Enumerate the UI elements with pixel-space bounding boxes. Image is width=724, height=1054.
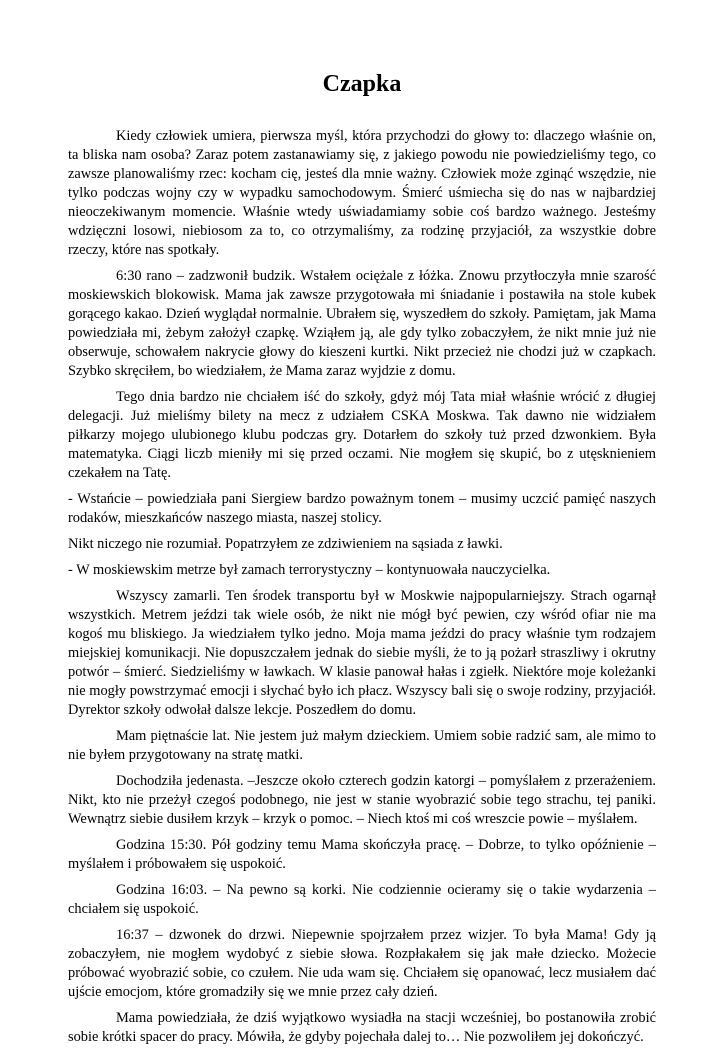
paragraph-2: 6:30 rano – zadzwonił budzik. Wstałem ociężale z łóżka. Znowu przytłoczyła mnie szarość moskiewskich blokowisk. Mama jak zawsze przygotowała mi śniadanie i postawiła na stole kubek gorącego kakao. Dzień wyglądał normalnie. Ubrałem się, wyszedłem do szkoły. Pamiętam, jak Mama powiedziała mi, żebym założył czapkę. Wziąłem ją, ale gdy tylko zobaczyłem, że nikt mnie już nie obserwuje, schowałem nakrycie głowy do kieszeni kurtki. Nikt przecież nie chodzi już w czapkach. Szybko skręciłem, bo wiedziałem, że Mama zaraz wyjdzie z domu. [68,268,656,379]
paragraph-11: Godzina 16:03. – Na pewno są korki. Nie codziennie ocieramy się o takie wydarzenia – chciałem się uspokoić. [68,882,656,917]
paragraph-8: Mam piętnaście lat. Nie jestem już małym dzieckiem. Umiem sobie radzić sam, ale mimo to nie byłem przygotowany na stratę matki. [68,728,656,763]
document-body [68,127,656,1054]
paragraph-12: 16:37 – dzwonek do drzwi. Niepewnie spojrzałem przez wizjer. To była Mama! Gdy ją zobaczyłem, nie mogłem wydobyć z siebie słowa. Rozpłakałem się jak małe dziecko. Możecie próbować wyobrazić sobie, co czułem. Nie uda wam się. Chciałem się opanować, lecz musiałem dać ujście emocjom, które gromadziły się we mnie przez cały dzień. [68,927,656,1000]
page-title: Czapka [322,71,402,97]
paragraph-3: Tego dnia bardzo nie chciałem iść do szkoły, gdyż mój Tata miał właśnie wrócić z długiej delegacji. Już mieliśmy bilety na mecz z udziałem CSKA Moskwa. Tak dawno nie widziałem piłkarzy mojego ulubionego klubu podczas gry. Dotarłem do szkoły tuż przed dzwonkiem. Była matematyka. Ciągi liczb mieniły mi się przed oczami. Nie mogłem się skupić, bo z utęsknieniem czekałem na Tatę. [68,389,656,481]
paragraph-6: - W moskiewskim metrze był zamach terrorystyczny – kontynuowała nauczycielka. [68,562,551,578]
paragraph-9: Dochodziła jedenasta. –Jeszcze około czterech godzin katorgi – pomyślałem z przerażeniem. Nikt, kto nie przeżył czegoś podobnego, nie jest w stanie wyobrazić sobie tego strachu, tej paniki. Wewnątrz siebie dusiłem krzyk – krzyk o pomoc. – Niech ktoś mi coś wreszcie powie – myślałem. [68,773,656,827]
paragraph-1: Kiedy człowiek umiera, pierwsza myśl, która przychodzi do głowy to: dlaczego właśnie on, ta bliska nam osoba? Zaraz potem zastanawiamy się, z jakiego powodu nie powiedzieliśmy tego, co zawsze planowaliśmy rzec: kocham cię, jesteś dla mnie ważny. Człowiek może zginąć wszędzie, nie tylko podczas wojny czy w wypadku samochodowym. Śmierć uśmiecha się do nas w najbardziej nieoczekiwanym momencie. Właśnie wtedy uświadamiamy sobie coś bardzo ważnego. Jesteśmy wdzięczni losowi, niebiosom za to, co otrzymaliśmy, za rodzinę przyjaciół, za wszystkie dobre rzeczy, które nas spotkały. [68,128,656,258]
paragraph-7: Wszyscy zamarli. Ten środek transportu był w Moskwie najpopularniejszy. Strach ogarnął wszystkich. Metrem jeździ tak wiele osób, że nikt nie mógł być pewien, czy wśród ofiar nie ma kogoś mu bliskiego. Ja wiedziałem tylko jedno. Moja mama jeździ do pracy właśnie tym rodzajem miejskiej komunikacji. Nie dopuszczałem jednak do siebie myśli, że to ją pożarł straszliwy i okrutny potwór – śmierć. Siedzieliśmy w ławkach. W klasie panował hałas i zgiełk. Niektóre moje koleżanki nie mogły powstrzymać emocji i słychać było ich płacz. Wszyscy bali się o swoje rodziny, przyjaciół. Dyrektor szkoły odwołał dalsze lekcje. Poszedłem do domu. [68,588,656,718]
paragraph-4: - Wstańcie – powiedziała pani Siergiew bardzo poważnym tonem – musimy uczcić pamięć naszych rodaków, mieszkańców naszego miasta, naszej stolicy. [68,491,656,526]
paragraph-5: Nikt niczego nie rozumiał. Popatrzyłem ze zdziwieniem na sąsiada z ławki. [68,536,503,552]
paragraph-10: Godzina 15:30. Pół godziny temu Mama skończyła pracę. – Dobrze, to tylko opóźnienie – myślałem i próbowałem się uspokoić. [68,837,656,872]
paragraph-13: Mama powiedziała, że dziś wyjątkowo wysiadła na stacji wcześniej, bo postanowiła zrobić sobie krótki spacer do pracy. Mówiła, że gdyby pojechała dalej to… Nie pozwoliłem jej dokończyć. [68,1010,656,1045]
